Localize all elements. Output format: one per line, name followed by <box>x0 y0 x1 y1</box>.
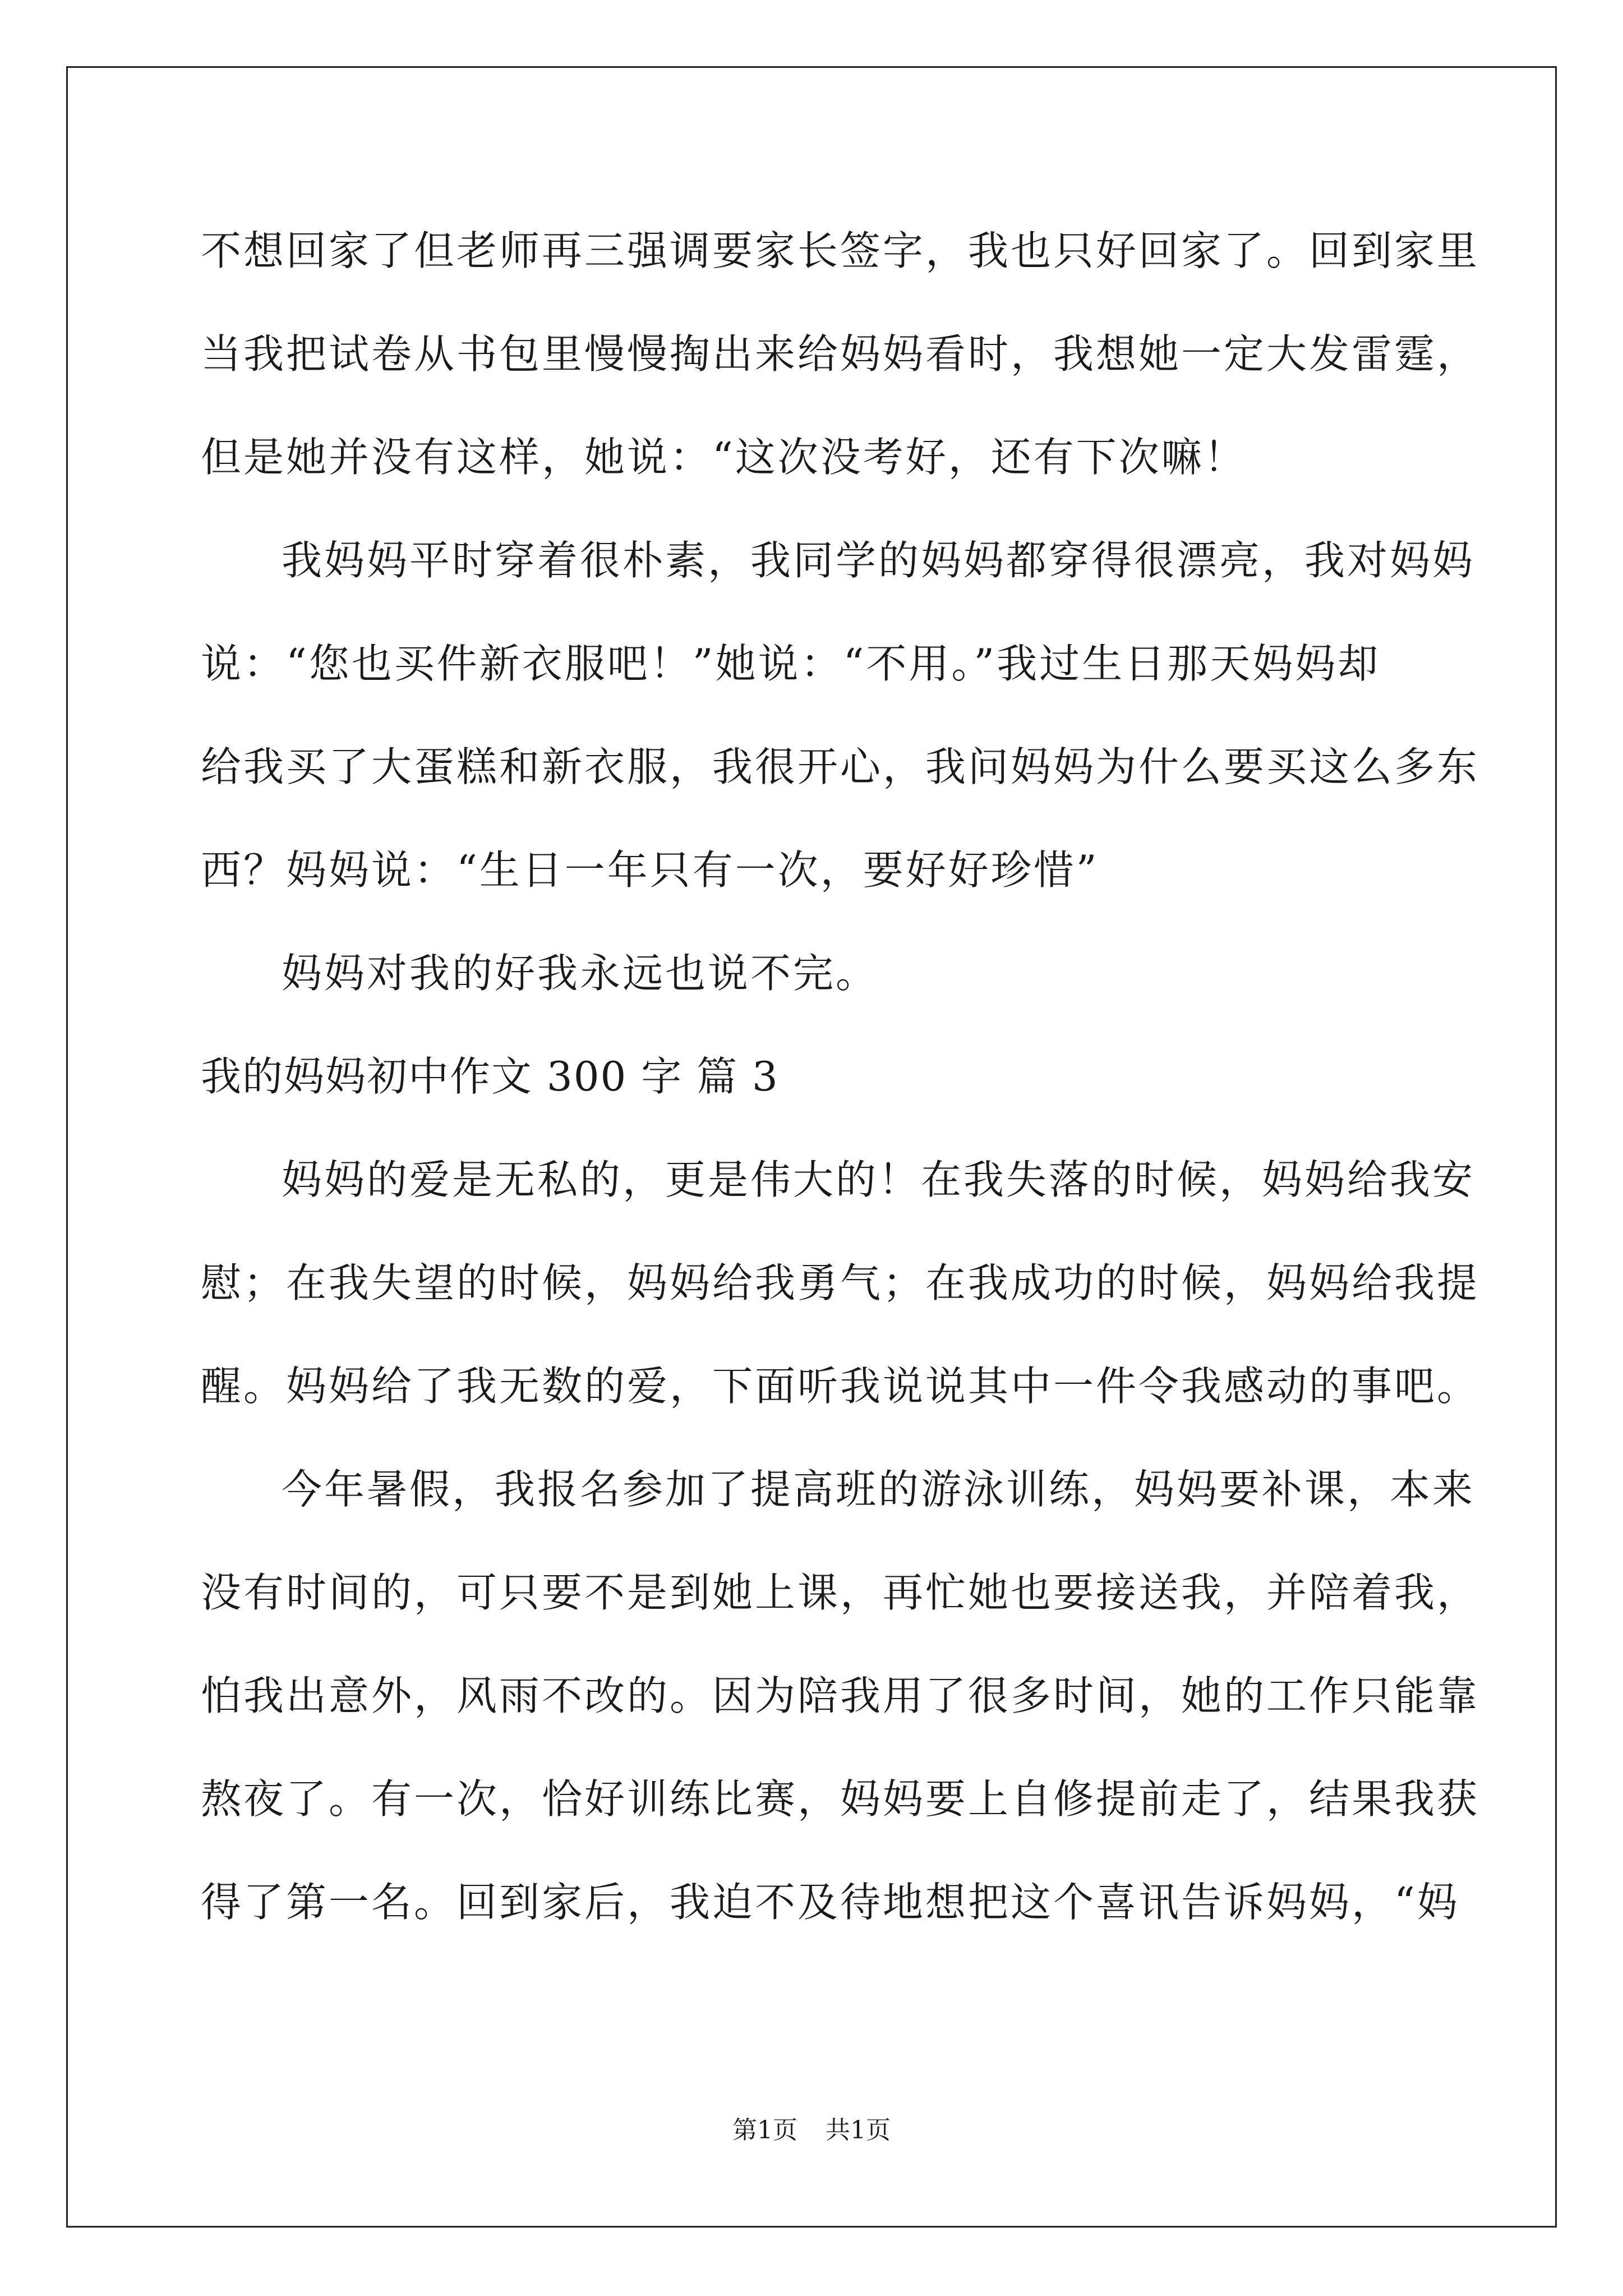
text-line: 熬夜了。有一次，恰好训练比赛，妈妈要上自修提前走了，结果我获 <box>201 1775 1480 1823</box>
text-line: 不想回家了但老师再三强调要家长签字，我也只好回家了。回到家里 <box>201 227 1480 274</box>
section-heading: 我的妈妈初中作文 300 字 篇 3 <box>201 1053 779 1100</box>
text-line: 当我把试卷从书包里慢慢掏出来给妈妈看时，我想她一定大发雷霆， <box>201 330 1480 378</box>
text-line: 没有时间的，可只要不是到她上课，再忙她也要接送我，并陪着我， <box>201 1569 1480 1616</box>
text-line: 慰；在我失望的时候，妈妈给我勇气；在我成功的时候，妈妈给我提 <box>201 1259 1480 1306</box>
text-line: 西？妈妈说：“生日一年只有一次，要好好珍惜” <box>201 846 1099 894</box>
page-number: 第1页 <box>732 2116 797 2145</box>
text-line: 怕我出意外，风雨不改的。因为陪我用了很多时间，她的工作只能靠 <box>201 1672 1480 1719</box>
paragraph-start-line: 妈妈对我的好我永远也说不完。 <box>282 950 879 997</box>
paragraph-start-line: 妈妈的爱是无私的，更是伟大的！在我失落的时候，妈妈给我安 <box>282 1156 1476 1203</box>
text-line: 但是她并没有这样，她说：“这次没考好，还有下次嘛！ <box>201 434 1247 481</box>
text-line: 得了第一名。回到家后，我迫不及待地想把这个喜讯告诉妈妈，“妈 <box>201 1879 1460 1926</box>
text-line: 给我买了大蛋糕和新衣服，我很开心，我问妈妈为什么要买这么多东 <box>201 743 1480 790</box>
text-line: 醒。妈妈给了我无数的爱，下面听我说说其中一件令我感动的事吧。 <box>201 1363 1480 1410</box>
paragraph-start-line: 我妈妈平时穿着很朴素，我同学的妈妈都穿得很漂亮，我对妈妈 <box>282 537 1476 584</box>
text-line: 说：“您也买件新衣服吧！”她说：“不用。”我过生日那天妈妈却 <box>201 640 1381 687</box>
page-footer <box>0 2114 1623 2147</box>
document-body <box>201 220 1480 1975</box>
paragraph-start-line: 今年暑假，我报名参加了提高班的游泳训练，妈妈要补课，本来 <box>282 1466 1476 1513</box>
page-total: 共1页 <box>826 2116 891 2145</box>
